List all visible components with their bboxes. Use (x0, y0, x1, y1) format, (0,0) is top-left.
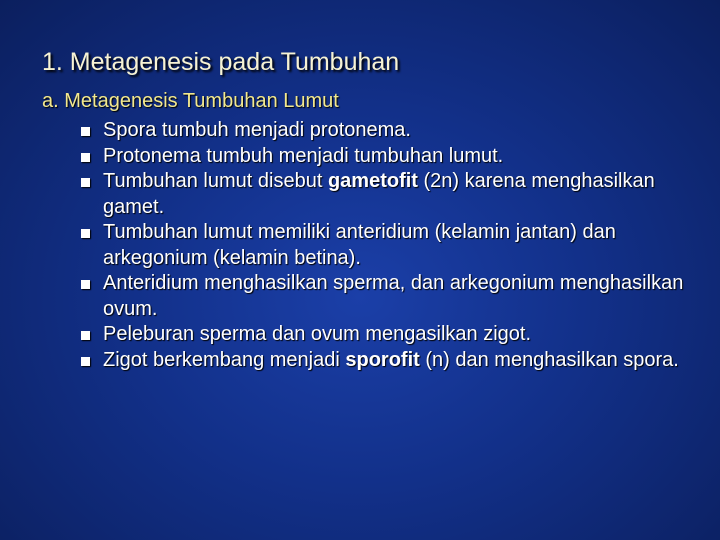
bullet-item (80, 348, 700, 374)
bullet-text-before: Tumbuhan lumut disebut (103, 170, 328, 192)
bullet-text: Peleburan sperma dan ovum mengasilkan zigot. (103, 323, 532, 345)
bullet-text: Tumbuhan lumut memiliki anteridium (kelamin jantan) dan arkegonium (kelamin betina). (103, 221, 616, 269)
bullet-list (80, 118, 700, 373)
bullet-text-after: (2n) karena menghasilkan gamet. (103, 170, 655, 218)
bullet-item (80, 271, 700, 322)
square-bullet-icon (81, 331, 90, 340)
section-heading: a. Metagenesis Tumbuhan Lumut (42, 90, 339, 112)
square-bullet-icon (81, 229, 90, 238)
slide-title: 1. Metagenesis pada Tumbuhan (42, 48, 400, 76)
bullet-item (80, 169, 700, 220)
bullet-text: Spora tumbuh menjadi protonema. (103, 119, 411, 141)
square-bullet-icon (81, 280, 90, 289)
bullet-bold-term: gametofit (327, 170, 418, 192)
bullet-text: Protonema tumbuh menjadi tumbuhan lumut. (103, 144, 504, 167)
bullet-item (80, 144, 700, 170)
bullet-item (80, 322, 700, 348)
bullet-text: Anteridium menghasilkan sperma, dan arkegonium menghasilkan ovum. (103, 272, 684, 320)
bullet-text-after: (n) dan menghasilkan spora. (419, 348, 679, 371)
bullet-item (80, 220, 700, 271)
square-bullet-icon (81, 178, 90, 187)
square-bullet-icon (81, 127, 90, 136)
bullet-text-before: Zigot berkembang menjadi (103, 348, 346, 371)
bullet-item (80, 118, 700, 144)
bullet-bold-term: sporofit (345, 348, 420, 371)
square-bullet-icon (81, 153, 90, 162)
square-bullet-icon (81, 357, 90, 366)
